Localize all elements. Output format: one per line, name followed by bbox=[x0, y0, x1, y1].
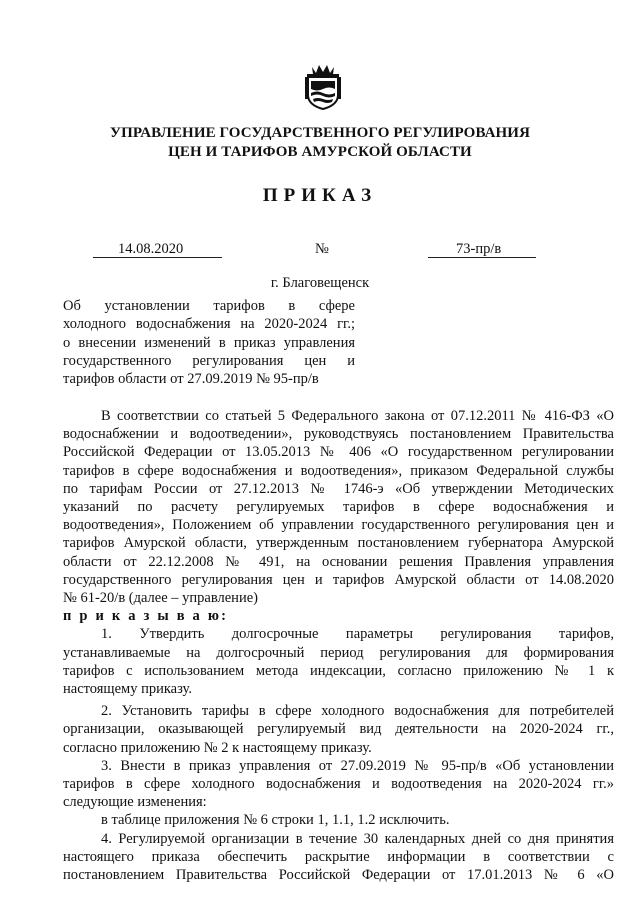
org-name-line-1: УПРАВЛЕНИЕ ГОСУДАРСТВЕННОГО РЕГУЛИРОВАНИЯ bbox=[109, 125, 531, 141]
preamble-line: указаний по расчету регулируемых тарифов в сфере водоснабжения и bbox=[63, 499, 614, 516]
city: г. Благовещенск bbox=[270, 275, 370, 291]
coat-of-arms-icon bbox=[302, 61, 344, 111]
item-2-line: согласно приложению № 2 к настоящему приказу. bbox=[63, 739, 372, 756]
item-3-line: следующие изменения: bbox=[63, 794, 207, 811]
item-4-line: постановлением Правительства Российской Федерации от 17.01.2013 № 6 «О bbox=[63, 867, 614, 884]
preamble-line: по тарифам России от 27.12.2013 № 1746-э «Об утверждении Методических bbox=[63, 480, 614, 497]
item-2-line: организации, оказывающей регулируемый вид деятельности на 2020-2024 гг., bbox=[63, 721, 614, 738]
item-2-line: 2. Установить тарифы в сфере холодного водоснабжения для потребителей bbox=[101, 703, 614, 720]
preamble-line: В соответствии со статьей 5 Федерального закона от 07.12.2011 № 416-ФЗ «О bbox=[101, 408, 614, 424]
item-3-line: тарифов в сфере холодного водоснабжения и водоотведения на 2020-2024 гг.» bbox=[63, 776, 614, 793]
item-4-line: 4. Регулируемой организации в течение 30 календарных дней со дня принятия bbox=[101, 830, 614, 847]
number-underline bbox=[428, 257, 536, 258]
subject-line: холодного водоснабжения на 2020-2024 гг.; bbox=[63, 316, 355, 333]
order-date: 14.08.2020 bbox=[118, 241, 184, 257]
preamble-line: тарифов в сфере водоснабжения и водоотведения», приказом Федеральной службы bbox=[63, 462, 614, 479]
order-number: 73-пр/в bbox=[456, 241, 502, 257]
preamble-line: области от 22.12.2008 № 491, на основании решения Правления управления bbox=[63, 553, 614, 570]
item-1-line: 1. Утвердить долгосрочные параметры регулирования тарифов, bbox=[101, 626, 614, 643]
subject-line: государственного регулирования цен и bbox=[63, 352, 355, 369]
order-subject bbox=[63, 297, 355, 388]
document-title: ПРИКАЗ bbox=[262, 185, 378, 206]
preamble-line: Российской Федерации от 13.05.2013 № 406 «О государственном регулировании bbox=[63, 444, 614, 461]
number-sign: № bbox=[315, 241, 329, 257]
item-3-line: в таблице приложения № 6 строки 1, 1.1, 1.2 исключить. bbox=[101, 812, 450, 829]
subject-line: тарифов области от 27.09.2019 № 95-пр/в bbox=[63, 371, 319, 388]
subject-line: о внесении изменений в приказ управления bbox=[63, 334, 355, 351]
preamble-line: водоотведения», Положением об управлении государственного регулирования цен и bbox=[63, 517, 614, 534]
preamble-line: водоснабжении и водоотведении», руководствуясь постановлением Правительства bbox=[63, 426, 614, 443]
item-1-line: устанавливаемые на долгосрочный период регулирования для формирования bbox=[63, 644, 614, 661]
order-word: п р и к а з ы в а ю: bbox=[63, 608, 229, 625]
item-3-line: 3. Внести в приказ управления от 27.09.2019 № 95-пр/в «Об установлении bbox=[101, 757, 614, 774]
item-1-line: тарифов с использованием метода индексации, согласно приложению № 1 к bbox=[63, 662, 614, 679]
subject-line: Об установлении тарифов в сфере bbox=[63, 298, 355, 314]
date-underline bbox=[93, 257, 222, 258]
preamble-line: тарифов Амурской области, утвержденным постановлением губернатора Амурской bbox=[63, 535, 614, 552]
item-1-line: настоящему приказу. bbox=[63, 681, 192, 698]
preamble-line: государственного регулирования цен и тарифов Амурской области от 14.08.2020 bbox=[63, 571, 614, 588]
order-body bbox=[63, 407, 614, 884]
preamble-line: № 61-20/в (далее – управление) bbox=[63, 590, 258, 607]
org-name-line-2: ЦЕН И ТАРИФОВ АМУРСКОЙ ОБЛАСТИ bbox=[168, 144, 472, 160]
item-4-line: настоящего приказа обеспечить раскрытие информации в соответствии с bbox=[63, 848, 614, 865]
